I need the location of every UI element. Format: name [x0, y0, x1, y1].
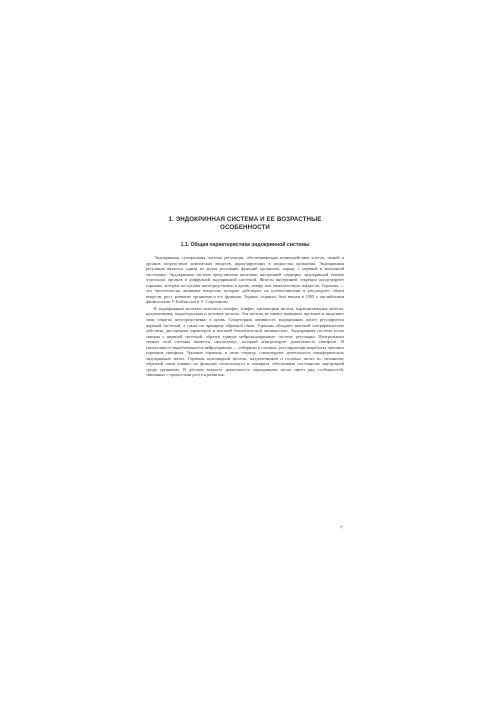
- chapter-title-line2: ОСОБЕННОСТИ: [220, 224, 270, 231]
- section-title: 1.1. Общая характеристика эндокринной системы: [180, 242, 310, 248]
- page-number: 7: [340, 525, 343, 530]
- body-paragraph-2: К эндокринным железам относятся гипофиз, эпифиз, щитовидная железа, паращитовидные железы, надпочечники, поджелудочная и половые железы. Эти железы не имеют выводных протоков и выделяют свои секреты непосредственно в кровь. Секреторная активность эндокринных желез регулируется нервной системой, а также по принципу обратной связи. Гормоны обладают высокой специфичностью действия, дистантным характером и высокой биологической активностью. Эндокринная система тесно связана с нервной системой, образуя единую нейроэндокринную систему регуляции. Центральным звеном этой системы является гипоталамус, который контролирует деятельность гипофиза. В гипоталамусе вырабатываются нейрогормоны — либерины и статины, регулирующие выработку тропных гормонов гипофиза. Тропные гормоны, в свою очередь, стимулируют деятельность периферических эндокринных желез. Гормоны щитовидной железы, надпочечников и половых желез по механизму обратной связи влияют на функцию гипоталамуса и гипофиза, обеспечивая постоянство внутренней среды организма. В детском возрасте деятельность эндокринных желез имеет ряд особенностей, связанных с процессами роста и развития.: [146, 305, 344, 378]
- page-text-block: [146, 216, 344, 379]
- chapter-title-line1: 1. ЭНДОКРИННАЯ СИСТЕМА И ЕЕ ВОЗРАСТНЫЕ: [168, 216, 322, 223]
- chapter-title: [146, 216, 344, 232]
- body-paragraph-1: Эндокринная, гуморальная система регуляции, обеспечивающая взаимодействие клеток, тканей и органов посредством химических веществ, циркулирующих в жидкостях организма. Эндокринная регуляция является одним из видов регуляции функций организма, наряду с нервной и иммунной системами. Эндокринная система представлена железами внутренней секреции, эндокринной тканью отдельных органов и диффузной эндокринной системой. Железы внутренней секреции продуцируют гормоны, которые поступают непосредственно в кровь, лимфу или межклеточную жидкость. Гормоны — это биологически активные вещества, которые действуют на клетки-мишени и регулируют обмен веществ, рост, развитие организма и его функции. Термин «гормон» был введен в 1905 г. английскими физиологами У. Бейлиссом и Э. Старлингом.: [146, 255, 344, 305]
